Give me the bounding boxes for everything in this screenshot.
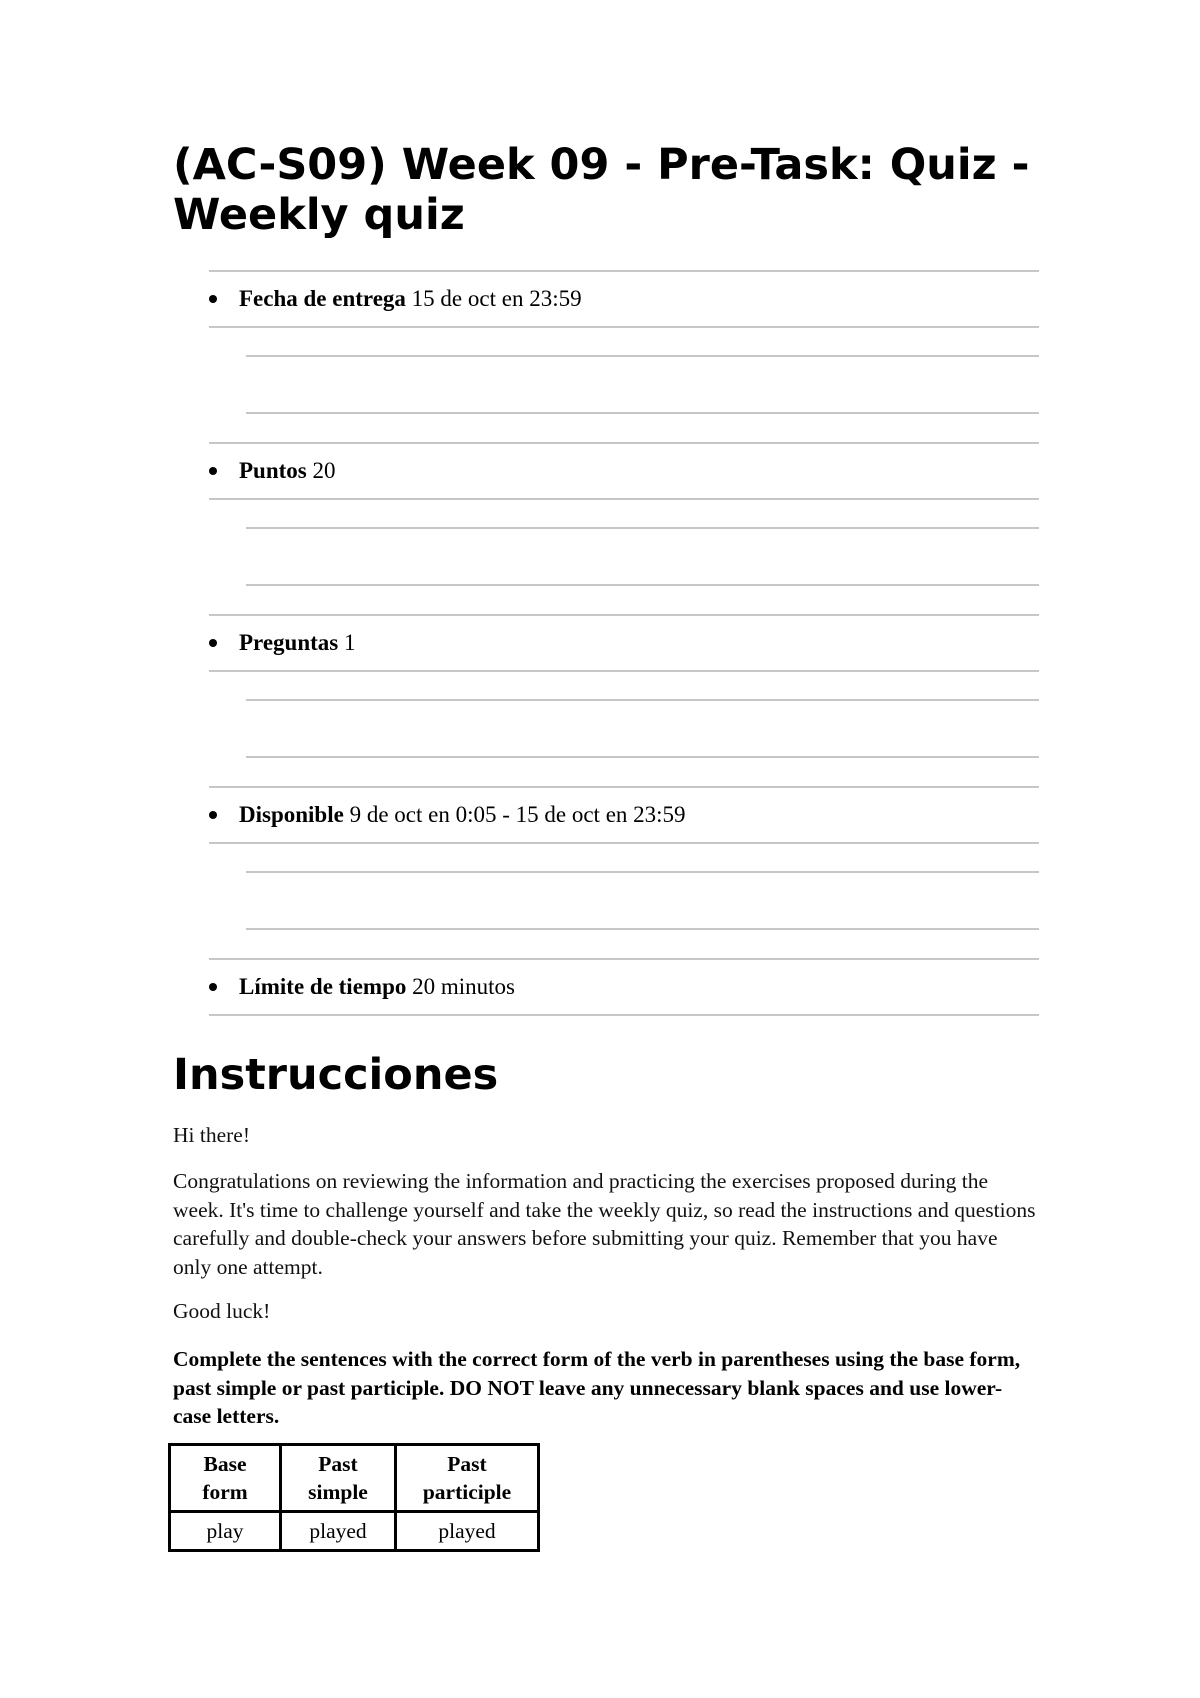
column-header: Past simple [281,1445,396,1512]
table-cell: played [396,1512,539,1551]
detail-time-limit [209,958,1039,1130]
detail-label: Límite de tiempo [239,974,407,999]
divider [246,871,1039,873]
divider [209,670,1039,672]
page-title: (AC-S09) Week 09 - Pre-Task: Quiz - Weekly quiz [173,140,1030,240]
divider [209,786,1039,788]
detail-due-date [209,270,1039,442]
column-header: Past participle [396,1445,539,1512]
detail-value: 20 [312,458,336,483]
bullet-icon [209,811,217,819]
divider [246,928,1039,930]
divider [209,958,1039,960]
divider [209,270,1039,272]
table-cell: played [281,1512,396,1551]
divider [246,584,1039,586]
divider [246,527,1039,529]
detail-available [209,786,1039,958]
detail-value: 9 de oct en 0:05 - 15 de oct en 23:59 [349,802,686,827]
divider [209,614,1039,616]
table-cell: play [170,1512,281,1551]
detail-label: Fecha de entrega [239,286,406,311]
divider [246,355,1039,357]
bullet-icon [209,639,217,647]
closing-text: Good luck! [173,1299,271,1323]
bullet-icon [209,467,217,475]
bullet-icon [209,983,217,991]
table-row [170,1512,539,1551]
bullet-icon [209,295,217,303]
quiz-details-list [209,270,1039,1130]
instructions-paragraph: Congratulations on reviewing the information and practicing the exercises proposed during the week. It's time to challenge yourself and take the weekly quiz, so read the instructions and questions carefully and double-check your answers before submitting your quiz. Remember that you have only one attempt. [173,1169,1036,1279]
detail-label: Puntos [239,458,307,483]
divider [246,412,1039,414]
table-header-row [170,1445,539,1512]
detail-label: Disponible [239,802,344,827]
detail-questions [209,614,1039,786]
task-instructions: Complete the sentences with the correct form of the verb in parentheses using the base form, past simple or past participle. DO NOT leave any unnecessary blank spaces and use lower-case letters. [173,1347,1021,1428]
divider [209,442,1039,444]
divider [246,699,1039,701]
instructions-heading: Instrucciones [173,1050,499,1100]
detail-value: 15 de oct en 23:59 [411,286,582,311]
greeting-text: Hi there! [173,1123,251,1147]
detail-value: 1 [344,630,356,655]
divider [246,756,1039,758]
divider [209,842,1039,844]
divider [209,1014,1039,1016]
column-header: Base form [170,1445,281,1512]
verb-forms-table [168,1443,540,1552]
divider [209,498,1039,500]
detail-value: 20 minutos [412,974,515,999]
divider [209,326,1039,328]
detail-label: Preguntas [239,630,339,655]
detail-points [209,442,1039,614]
